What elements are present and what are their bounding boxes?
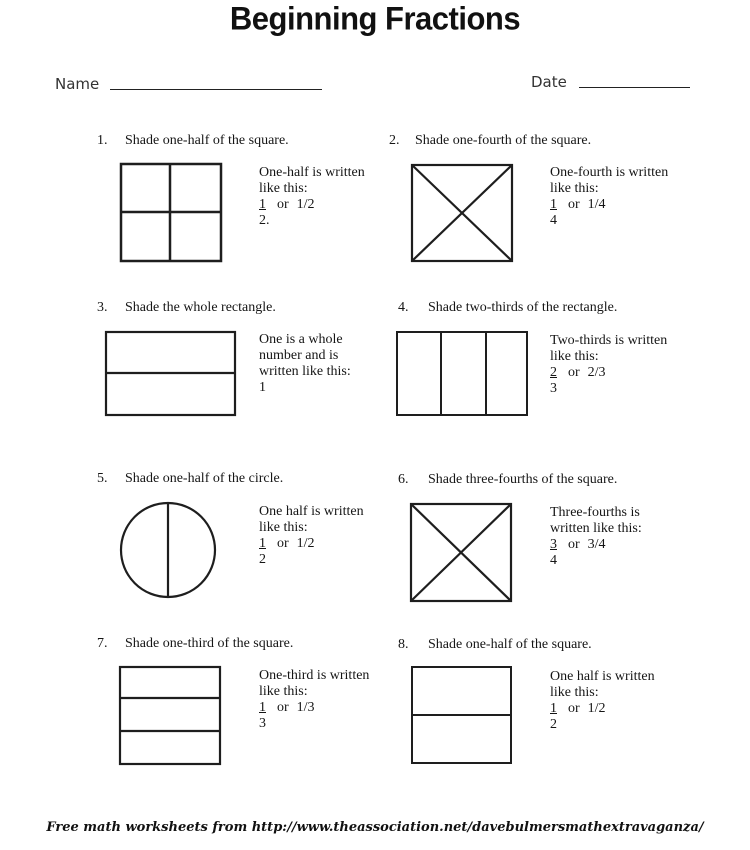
or-text: or [277,536,289,551]
explanation-line: written like this: [259,364,351,379]
problem-3-instruction: Shade the whole rectangle. [125,300,276,315]
explanation-line: One-third is written [259,668,370,683]
problem-2-number: 2. [389,133,400,148]
explanation-line: like this: [259,181,308,196]
shape-2-square-diagonals[interactable] [412,165,512,261]
problem-6-number: 6. [398,472,409,487]
shape-3-rectangle-halves[interactable] [106,332,235,415]
fraction-denominator: 4 [550,553,557,568]
fraction-denominator: 2 [550,717,557,732]
explanation-line: One-fourth is written [550,165,669,180]
or-text: or [568,537,580,552]
fraction-numerator: 1 [550,197,557,212]
fraction-denominator: 3 [550,381,557,396]
shape-7-square-thirds[interactable] [120,667,220,764]
fraction-denominator: 2 [259,552,266,567]
problem-4-number: 4. [398,300,409,315]
shape-4-rectangle-thirds[interactable] [397,332,527,415]
explanation-line: One half is written [550,669,655,684]
problem-1-instruction: Shade one-half of the square. [125,133,289,148]
footer-credit: Free math worksheets from http://www.theassociation.net/davebulmersmathextravaganza/ [46,820,704,835]
fraction-inline: 1/2 [296,536,315,551]
fraction-denominator: 4 [550,213,557,228]
problem-4-instruction: Shade two-thirds of the rectangle. [428,300,618,315]
problem-2-instruction: Shade one-fourth of the square. [415,133,592,148]
problem-7-number: 7. [97,636,108,651]
problem-3-number: 3. [97,300,108,315]
shape-1-square-quartered[interactable] [121,164,221,261]
or-text: or [277,700,289,715]
fraction-numerator: 1 [259,536,266,551]
problem-1-number: 1. [97,133,108,148]
fraction-inline: 1/2 [296,197,315,212]
whole-number: 1 [259,380,266,395]
fraction-inline: 1/4 [587,197,606,212]
fraction-inline: 2/3 [587,365,606,380]
fraction-numerator: 1 [259,700,266,715]
explanation-line: like this: [550,181,599,196]
shape-8-square-halves[interactable] [412,667,511,763]
or-text: or [568,701,580,716]
explanation-line: One half is written [259,504,364,519]
date-label: Date [531,73,567,91]
explanation-line: One-half is written [259,165,365,180]
or-text: or [277,197,289,212]
problem-8-number: 8. [398,637,409,652]
fraction-numerator: 3 [550,537,557,552]
problem-5-number: 5. [97,471,108,486]
explanation-line: like this: [550,685,599,700]
explanation-line: like this: [259,684,308,699]
or-text: or [568,365,580,380]
explanation-line: One is a whole [259,332,343,347]
explanation-line: Two-thirds is written [550,333,668,348]
shape-6-square-diagonals[interactable] [411,504,511,601]
fraction-denominator: 3 [259,716,266,731]
or-text: or [568,197,580,212]
explanation-line: written like this: [550,521,642,536]
fraction-numerator: 1 [550,701,557,716]
explanation-line: number and is [259,348,339,363]
problem-6-instruction: Shade three-fourths of the square. [428,472,618,487]
problem-5-instruction: Shade one-half of the circle. [125,471,284,486]
fraction-numerator: 1 [259,197,266,212]
fraction-inline: 1/2 [587,701,606,716]
problem-8-instruction: Shade one-half of the square. [428,637,592,652]
problem-7-instruction: Shade one-third of the square. [125,636,294,651]
worksheet-title: Beginning Fractions [229,0,521,37]
fraction-inline: 3/4 [587,537,606,552]
name-label: Name [55,75,100,93]
explanation-line: like this: [259,520,308,535]
fraction-numerator: 2 [550,365,557,380]
fraction-inline: 1/3 [296,700,315,715]
fraction-denominator: 2. [259,213,270,228]
shape-5-circle-halves[interactable] [121,503,215,597]
explanation-line: like this: [550,349,599,364]
explanation-line: Three-fourths is [550,505,640,520]
